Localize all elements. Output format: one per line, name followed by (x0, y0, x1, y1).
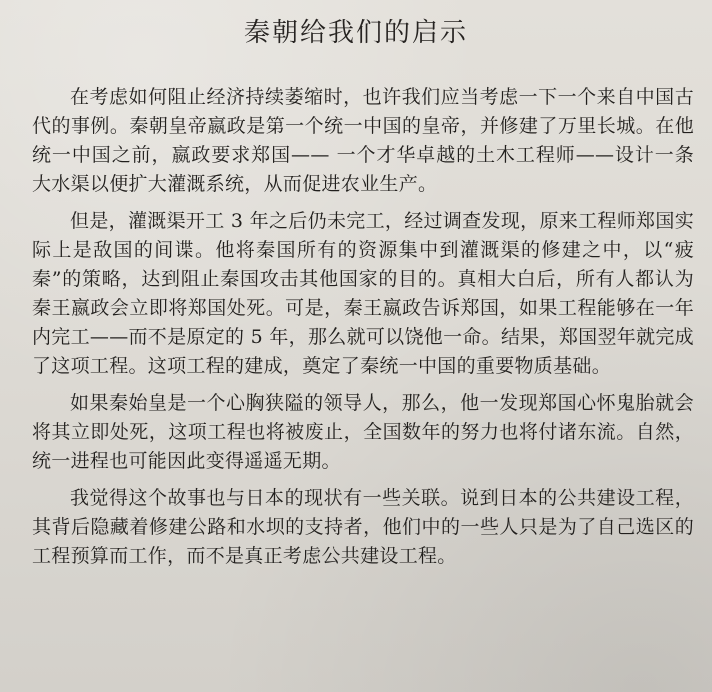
paragraph-2: 但是，灌溉渠开工 3 年之后仍未完工，经过调查发现，原来工程师郑国实际上是敌国的间谍。他将秦国所有的资源集中到灌溉渠的修建之中，以“疲秦”的策略，达到阻止秦国攻击其他国家的目的。真相大白后，所有人都认为秦王嬴政会立即将郑国处死。可是，秦王嬴政告诉郑国，如果工程能够在一年内完工——而不是原定的 5 年，那么就可以饶他一命。结果，郑国翌年就完成了这项工程。这项工程的建成，奠定了秦统一中国的重要物质基础。 (32, 210, 694, 377)
paragraph-4: 我觉得这个故事也与日本的现状有一些关联。说到日本的公共建设工程，其背后隐藏着修建公路和水坝的支持者，他们中的一些人只是为了自己选区的工程预算而工作，而不是真正考虑公共建设工程。 (32, 487, 694, 567)
paragraph-1: 在考虑如何阻止经济持续萎缩时，也许我们应当考虑一下一个来自中国古代的事例。秦朝皇帝嬴政是第一个统一中国的皇帝，并修建了万里长城。在他统一中国之前，嬴政要求郑国—— 一个才华卓越的土木工程师——设计一条大水渠以便扩大灌溉系统，从而促进农业生产。 (32, 86, 694, 195)
body-text (32, 83, 694, 571)
paragraph-3: 如果秦始皇是一个心胸狭隘的领导人，那么，他一发现郑国心怀鬼胎就会将其立即处死，这项工程也将被废止，全国数年的努力也将付诸东流。自然，统一进程也可能因此变得遥遥无期。 (32, 392, 694, 472)
page-title: 秦朝给我们的启示 (243, 18, 468, 48)
